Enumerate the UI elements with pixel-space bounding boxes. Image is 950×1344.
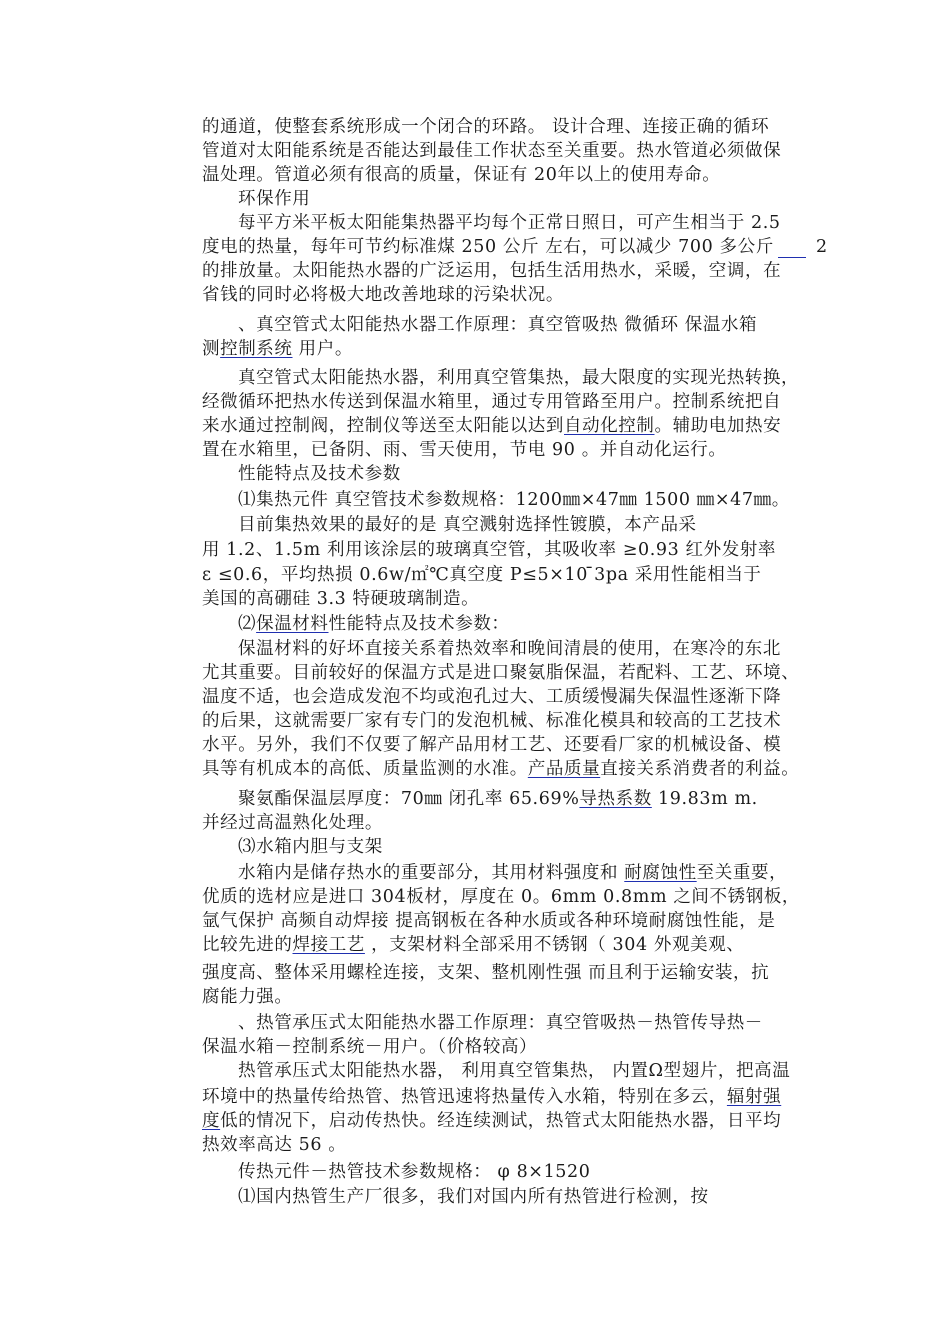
text-line (202, 985, 293, 1009)
text-run: ε ≤0.6，平均热损 0.6w/㎡℃真空度 P≤5×10 ̄3pa 采用性能相当于 (202, 565, 762, 585)
text-run: 至关重要， (696, 863, 788, 883)
text-line (238, 187, 310, 211)
hyperlink[interactable]: 耐腐蚀性 (624, 863, 697, 883)
text-line (202, 811, 383, 835)
text-run: 用 1.2、1.5m 利用该涂层的玻璃真空管，其吸收率 ≥0.93 红外发射率 (202, 540, 777, 560)
text-run: 美国的高硼硅 3.3 特硬玻璃制造。 (202, 589, 480, 609)
text-line (202, 709, 781, 733)
text-run: 腐能力强。 (202, 987, 293, 1007)
text-run: 用户。 (292, 339, 353, 359)
text-line (202, 587, 479, 611)
text-run: 温处理。管道必须有很高的质量，保证有 20年以上的使用寿命。 (202, 165, 721, 185)
text-line (202, 538, 776, 562)
text-line (238, 211, 781, 235)
text-run: 聚氨酯保温层厚度：70㎜ 闭孔率 65.69% (238, 789, 580, 809)
text-run: 。辅助电加热安 (654, 416, 782, 436)
text-line (202, 259, 781, 283)
text-run: 测 (202, 339, 221, 359)
text-run: 保温水箱－控制系统－用户。（价格较高） (202, 1037, 538, 1057)
text-line (238, 637, 781, 661)
text-run: 保温材料的好坏直接关系着热效率和晚间清晨的使用，在寒冷的东北 (238, 639, 781, 659)
text-line (202, 1109, 781, 1133)
text-run: 比较先进的 (202, 935, 293, 955)
text-line (238, 787, 758, 811)
text-run: ，支架材料全部采用不锈钢（ 304 外观美观、 (364, 935, 745, 955)
text-run: 、真空管式太阳能热水器工作原理：真空管吸热 微循环 保温水箱 (238, 315, 758, 335)
text-line (202, 235, 774, 259)
text-line (202, 563, 762, 587)
text-run: 的后果，这就需要厂家有专门的发泡机械、标准化模具和较高的工艺技术 (202, 711, 782, 731)
text-line (202, 337, 353, 361)
text-run: 度电的热量，每年可节约标准煤 250 公斤 左右，可以减少 700 多公斤 (202, 237, 774, 257)
text-run: 温度不适，也会造成发泡不均或泡孔过大、工质缓慢漏失保温性逐渐下降 (202, 687, 782, 707)
text-run: 性能特点及技术参数 (238, 464, 401, 484)
text-line (202, 909, 775, 933)
text-run: 来水通过控制阀，控制仪等送至太阳能以达到 (202, 416, 564, 436)
text-run: 的排放量。太阳能热水器的广泛运用，包括生活用热水，采暖，空调，在 (202, 261, 782, 281)
text-run: 省钱的同时必将极大地改善地球的污染状况。 (202, 285, 564, 305)
text-line (202, 961, 769, 985)
text-run: 水平。另外，我们不仅要了解产品用材工艺、还要看厂家的机械设备、模 (202, 735, 782, 755)
text-run: 尤其重要。目前较好的保温方式是进口聚氨脂保温，若配料、工艺、环境、 (202, 663, 800, 683)
hyperlink[interactable]: 自动化控制 (564, 416, 655, 436)
text-line (202, 933, 744, 957)
text-line (202, 163, 720, 187)
text-line (238, 1160, 591, 1184)
text-line (202, 885, 800, 909)
text-run: 19.83m m. (651, 789, 758, 809)
text-run: ⑴集热元件 真空管技术参数规格：1200㎜×47㎜ 1500 ㎜×47㎜。 (238, 490, 790, 510)
text-run: 目前集热效果的最好的是 真空溅射选择性镀膜，本产品采 (238, 515, 697, 535)
text-line (202, 757, 799, 781)
hyperlink[interactable]: 导热系数 (579, 789, 652, 809)
text-line (238, 1185, 709, 1209)
text-line (238, 462, 401, 486)
text-run: 氩气保护 高频自动焊接 提高钢板在各种水质或各种环境耐腐蚀性能，是 (202, 911, 776, 931)
text-run: 热管承压式太阳能热水器， 利用真空管集热， 内置Ω型翅片，把高温 (238, 1061, 791, 1081)
text-run: 每平方米平板太阳能集热器平均每个正常日照日，可产生相当于 2.5 (238, 213, 781, 233)
text-line (202, 438, 727, 462)
text-line (202, 283, 564, 307)
text-run: 、热管承压式太阳能热水器工作原理：真空管吸热－热管传导热－ (238, 1013, 763, 1033)
text-run: 环境中的热量传给热管、热管迅速将热量传入水箱，特别在多云， (202, 1087, 727, 1107)
text-line (238, 1059, 790, 1083)
text-line (202, 414, 781, 438)
text-run: 经微循环把热水传送到保温水箱里，通过专用管路至用户。控制系统把自 (202, 392, 782, 412)
text-line (238, 1011, 763, 1035)
text-run: ⑴国内热管生产厂很多，我们对国内所有热管进行检测，按 (238, 1187, 709, 1207)
hyperlink[interactable]: 焊接工艺 (292, 935, 365, 955)
text-run: 具等有机成本的高低、质量监测的水准。 (202, 759, 528, 779)
text-line (238, 835, 383, 859)
hyperlink[interactable]: 产品质量 (527, 759, 601, 779)
superscript-2: 2 (816, 237, 828, 257)
blank-underline (778, 257, 806, 258)
text-line (202, 115, 769, 139)
text-run: 置在水箱里，已备阴、雨、雪天使用，节电 90 。并自动化运行。 (202, 440, 727, 460)
text-line (202, 1133, 346, 1157)
text-line (202, 685, 781, 709)
text-line (238, 861, 787, 885)
text-run: 性能特点及技术参数： (328, 614, 510, 634)
text-run: 水箱内是储存热水的重要部分，其用材料强度和 (238, 863, 625, 883)
text-run: 低的情况下，启动传热快。经连续测试，热管式太阳能热水器，日平均 (220, 1111, 782, 1131)
text-line (202, 661, 799, 685)
text-line (238, 488, 790, 512)
text-line (202, 139, 781, 163)
text-run: ⑶水箱内胆与支架 (238, 837, 383, 857)
text-line (202, 390, 781, 414)
hyperlink[interactable]: 控制系统 (220, 339, 293, 359)
text-run: 的通道，使整套系统形成一个闭合的环路。 设计合理、连接正确的循环 (202, 117, 770, 137)
hyperlink[interactable]: 度 (202, 1111, 221, 1131)
text-run: 强度高、整体采用螺栓连接，支架、整机刚性强 而且利于运输安装，抗 (202, 963, 770, 983)
hyperlink[interactable]: 辐射强 (726, 1087, 782, 1107)
text-line (202, 1085, 781, 1109)
text-run: 热效率高达 56 。 (202, 1135, 347, 1155)
text-line (202, 1035, 537, 1059)
text-run: 并经过高温熟化处理。 (202, 813, 383, 833)
text-run: ⑵ (238, 614, 257, 634)
text-line (238, 612, 510, 636)
text-run: 传热元件－热管技术参数规格： φ 8×1520 (238, 1162, 591, 1182)
text-run: 环保作用 (238, 189, 311, 209)
text-run: 直接关系消费者的利益。 (600, 759, 800, 779)
text-run: 管道对太阳能系统是否能达到最佳工作状态至关重要。热水管道必须做保 (202, 141, 782, 161)
text-line (238, 313, 757, 337)
text-line (202, 733, 781, 757)
hyperlink[interactable]: 保温材料 (256, 614, 329, 634)
text-run: 真空管式太阳能热水器，利用真空管集热，最大限度的实现光热转换， (238, 368, 800, 388)
text-line (238, 366, 799, 390)
text-line (238, 513, 697, 537)
text-run: 优质的选材应是进口 304板材，厚度在 0。6mm 0.8mm 之间不锈钢板， (202, 887, 801, 907)
